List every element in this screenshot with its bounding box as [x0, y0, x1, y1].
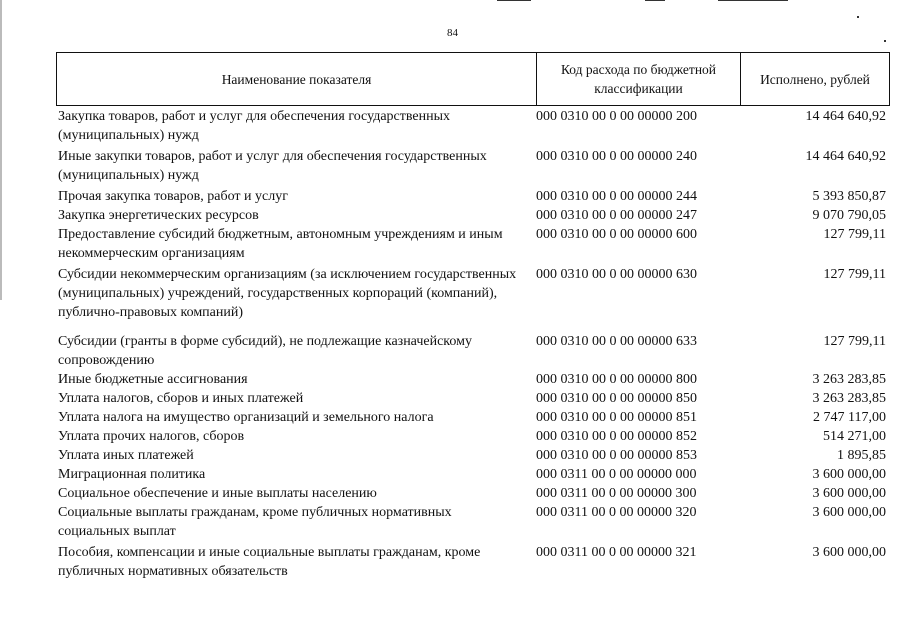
row-code: 000 0310 00 0 00 00000 244	[536, 189, 697, 204]
row-executed: 127 799,11	[823, 227, 886, 242]
row-name: Социальные выплаты гражданам, кроме публичных нормативных социальных выплат	[58, 505, 452, 539]
table-row	[58, 484, 886, 503]
row-code: 000 0310 00 0 00 00000 630	[536, 267, 697, 282]
row-executed: 3 600 000,00	[812, 486, 886, 501]
row-code: 000 0311 00 0 00 00000 321	[536, 545, 697, 560]
table-header	[56, 52, 890, 106]
row-executed: 14 464 640,92	[805, 109, 886, 124]
header-name: Наименование показателя	[221, 71, 372, 87]
table-row	[58, 446, 886, 465]
table-row	[58, 465, 886, 484]
page-number: 84	[447, 27, 458, 39]
header-code: Код расхода по бюджетной классификации	[536, 53, 740, 105]
row-name: Социальное обеспечение и иные выплаты населению	[58, 486, 377, 501]
row-executed: 3 263 283,85	[812, 391, 886, 406]
row-executed: 127 799,11	[823, 334, 886, 349]
row-executed: 3 600 000,00	[812, 505, 886, 520]
table-row	[58, 225, 886, 263]
table-row	[58, 389, 886, 408]
scan-mark	[645, 0, 665, 1]
row-name: Закупка энергетических ресурсов	[58, 208, 259, 223]
row-code: 000 0310 00 0 00 00000 633	[536, 334, 697, 349]
row-code: 000 0311 00 0 00 00000 000	[536, 467, 697, 482]
table-row	[58, 206, 886, 225]
row-name: Субсидии некоммерческим организациям (за исключением государственных (муниципальных) учреждений, государственных корпораций (компаний), публично-правовых компаний)	[58, 267, 517, 320]
row-code: 000 0310 00 0 00 00000 853	[536, 448, 697, 463]
row-code: 000 0310 00 0 00 00000 800	[536, 372, 697, 387]
table-row	[58, 370, 886, 389]
row-code: 000 0310 00 0 00 00000 852	[536, 429, 697, 444]
row-code: 000 0310 00 0 00 00000 200	[536, 109, 697, 124]
row-code: 000 0311 00 0 00 00000 320	[536, 505, 697, 520]
table-row	[58, 265, 886, 322]
row-executed: 3 600 000,00	[812, 545, 886, 560]
row-name: Пособия, компенсации и иные социальные выплаты гражданам, кроме публичных нормативных обязательств	[58, 545, 481, 579]
row-name: Предоставление субсидий бюджетным, автономным учреждениям и иным некоммерческим организациям	[58, 227, 503, 261]
row-executed: 5 393 850,87	[812, 189, 886, 204]
row-executed: 3 263 283,85	[812, 372, 886, 387]
row-executed: 3 600 000,00	[812, 467, 886, 482]
row-executed: 9 070 790,05	[812, 208, 886, 223]
scan-mark	[718, 0, 788, 1]
row-executed: 1 895,85	[837, 448, 886, 463]
row-code: 000 0310 00 0 00 00000 600	[536, 227, 697, 242]
row-name: Иные закупки товаров, работ и услуг для обеспечения государственных (муниципальных) нужд	[58, 149, 487, 183]
table-row	[58, 408, 886, 427]
row-code: 000 0310 00 0 00 00000 850	[536, 391, 697, 406]
header-executed: Исполнено, рублей	[740, 53, 889, 105]
table-row	[58, 543, 886, 581]
table-row	[58, 503, 886, 541]
row-code: 000 0310 00 0 00 00000 247	[536, 208, 697, 223]
row-name: Уплата прочих налогов, сборов	[58, 429, 245, 444]
row-name: Миграционная политика	[58, 467, 206, 482]
scan-mark	[0, 0, 2, 300]
row-executed: 2 747 117,00	[813, 410, 886, 425]
row-code: 000 0310 00 0 00 00000 240	[536, 149, 697, 164]
row-name: Иные бюджетные ассигнования	[58, 372, 248, 387]
table-row	[58, 187, 886, 206]
table-row	[58, 147, 886, 185]
scan-mark	[884, 40, 886, 42]
table-row	[58, 427, 886, 446]
row-executed: 127 799,11	[823, 267, 886, 282]
table-row	[58, 107, 886, 145]
table-body	[58, 107, 886, 581]
row-name: Уплата налогов, сборов и иных платежей	[58, 391, 304, 406]
table-row	[58, 332, 886, 370]
row-name: Прочая закупка товаров, работ и услуг	[58, 189, 288, 204]
row-executed: 514 271,00	[823, 429, 886, 444]
row-code: 000 0311 00 0 00 00000 300	[536, 486, 697, 501]
scan-mark	[857, 16, 859, 18]
row-name: Субсидии (гранты в форме субсидий), не подлежащие казначейскому сопровождению	[58, 334, 472, 368]
scan-mark	[497, 0, 531, 1]
row-name: Закупка товаров, работ и услуг для обеспечения государственных (муниципальных) нужд	[58, 109, 451, 143]
row-executed: 14 464 640,92	[805, 149, 886, 164]
row-name: Уплата налога на имущество организаций и земельного налога	[58, 410, 434, 425]
row-code: 000 0310 00 0 00 00000 851	[536, 410, 697, 425]
row-name: Уплата иных платежей	[58, 448, 194, 463]
